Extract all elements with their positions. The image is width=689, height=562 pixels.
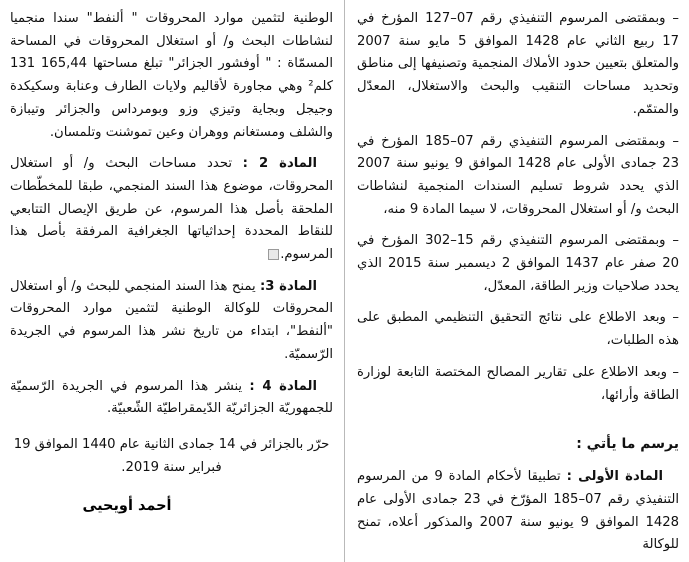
article-2-label: المادة 2 : [242, 156, 317, 172]
paragraph-article-2 [10, 153, 333, 267]
spacer [357, 416, 679, 420]
right-text-column [345, 0, 689, 562]
paragraph-review-investigation: – وبعد الاطلاع على نتائج التحقيق التنظيمي المطبق على هذه الطلبات، [357, 310, 679, 349]
paragraph-article-one [357, 466, 679, 557]
article-3-label: المادة 3: [259, 278, 317, 294]
article-4-label: المادة 4 : [249, 378, 317, 394]
article-4-text: ينشر هذا المرسوم في الجريدة الرّسميّة للجمهوريّة الجزائريّة الدّيمقراطيّة الشّعبيّة. [10, 378, 333, 417]
paragraph-signature-place-date: حرّر بالجزائر في 14 جمادى الثانية عام 1440 الموافق 19 فبراير سنة 2019. [13, 436, 330, 475]
article-one-text: تطبيقا لأحكام المادة 9 من المرسوم التنفيذي رقم 07–185 المؤرّخ في 23 جمادى الأولى عام 1428 الموافق 9 يونيو سنة 2007 والمذكور أعلاه، تمنح للوكالة [357, 469, 680, 553]
paragraph-article-4 [10, 376, 333, 421]
spacer [10, 488, 333, 498]
article-2-text: تحدد مساحات البحث و/ أو استغلال المحروقات، موضوع هذا السند المنجمي، طبقا للمخطّطات الملحقة بأصل هذا المرسوم، عن طريق الإيصال التتابعي للنقاط المحددة إحداثياتها الجغرافية المرفقة بأصل هذا المرسوم. [10, 156, 333, 263]
paragraph-national-agency-scope: الوطنية لتثمين موارد المحروقات " ألنفط" سندا منجميا لنشاطات البحث و/ أو استغلال المحروقات في المساحة المسمّاة : " أوفشور الجزائر" تبلغ مساحتها 165,44 131 كلم² وهي مجاورة لأقاليم ولايات الطارف وعنابة وسكيكدة وجيجل وبجاية وتيزي وزو وبومرداس والجزائر وتيبازة والشلف ومستغانم ووهران وعين تموشنت وتلمسان. [10, 11, 333, 140]
paragraph-decree-185-07: – وبمقتضى المرسوم التنفيذي رقم 07–185 المؤرخ في 23 جمادى الأولى عام 1428 الموافق 9 يونيو سنة 2007 الذي يحدد شروط تسليم السندات المنجمية لنشاطات البحث و/ أو استغلال المحروقات، لا سيما المادة 9 منه، [357, 133, 680, 217]
signature-row [10, 498, 333, 514]
signatory-name: أحمد أويحيى [82, 498, 172, 515]
enacting-clause: يرسم ما يأتي : [576, 436, 679, 453]
paragraph-article-3 [10, 276, 333, 367]
paragraph-decree-302-15: – وبمقتضى المرسوم التنفيذي رقم 15–302 المؤرخ في 20 صفر عام 1437 الموافق 2 ديسمبر سنة 2015 الذي يحدد صلاحيات وزير الطاقة، المعدّل، [357, 233, 679, 294]
paragraph-decree-127-07: – وبمقتضى المرسوم التنفيذي رقم 07–127 المؤرخ في 17 ربيع الثاني عام 1428 الموافق 5 مايو سنة 2007 والمتعلق بتعيين حدود الأملاك المنجمية وتصنيفها إلى مناطق وتحديد مساحات التنقيب والبحث والاستغلال، المعدّل والمتمّم. [357, 11, 680, 117]
article-one-label: المادة الأولى : [566, 469, 663, 485]
article-3-text: يمنح هذا السند المنجمي للبحث و/ أو استغلال المحروقات للوكالة الوطنية لتثمين موارد المحروقات "ألنفط"، ابتداء من تاريخ نشر هذا المرسوم في الجريدة الرّسميّة. [10, 278, 333, 362]
paragraph-review-reports: – وبعد الاطلاع على تقارير المصالح المختصة التابعة لوزارة الطاقة وأرائها، [357, 364, 679, 403]
ink-mark-icon [268, 249, 279, 260]
